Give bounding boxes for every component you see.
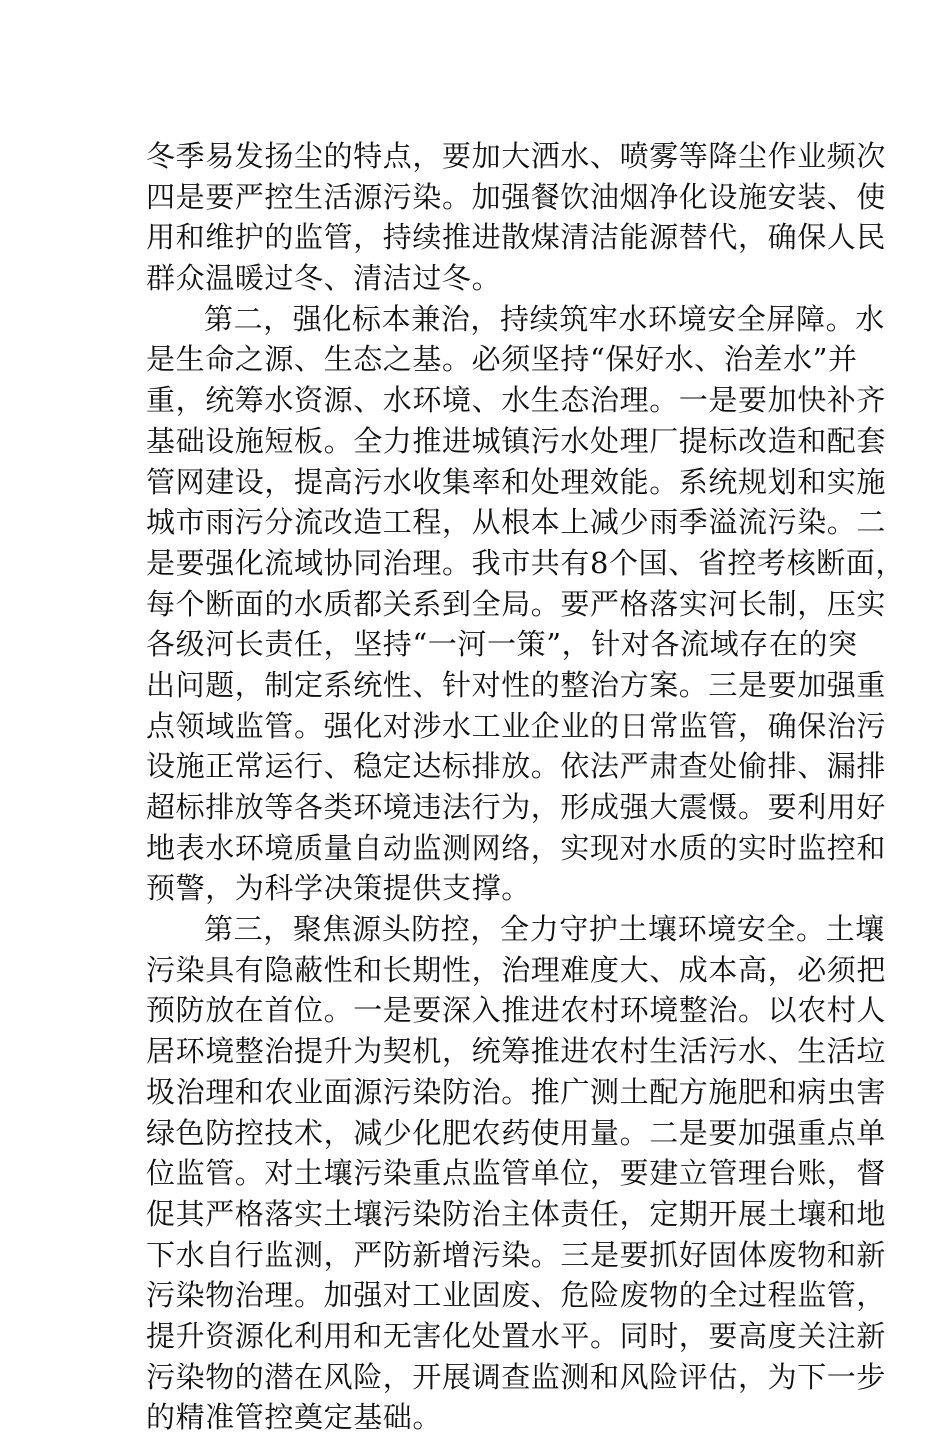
paragraph-heading-line: 第二，强化标本兼治，持续筑牢水环境安全屏障。水 <box>204 301 885 336</box>
text-line: 每个断面的水质都关系到全局。要严格落实河长制，压实 <box>146 586 887 621</box>
text-line: 居环境整治提升为契机，统筹推进农村生活污水、生活垃 <box>146 1034 887 1069</box>
text-line: 的精准管控奠定基础。 <box>146 1400 443 1435</box>
text-line: 位监管。对土壤污染重点监管单位，要建立管理台账，督 <box>146 1156 887 1191</box>
paragraph-heading-line: 第三，聚焦源头防控，全力守护土壤环境安全。土壤 <box>204 912 885 947</box>
text-line: 重，统筹水资源、水环境、水生态治理。一是要加快补齐 <box>146 383 887 418</box>
text-line: 各级河长责任，坚持“一河一策”，针对各流域存在的突 <box>146 627 858 662</box>
text-line: 超标排放等各类环境违法行为，形成强大震慑。要利用好 <box>146 790 887 824</box>
text-line: 用和维护的监管，持续推进散煤清洁能源替代，确保人民 <box>146 220 887 255</box>
text-line: 基础设施短板。全力推进城镇污水处理厂提标改造和配套 <box>146 423 887 458</box>
text-line: 点领域监管。强化对涉水工业企业的日常监管，确保治污 <box>146 708 887 743</box>
text-line: 下水自行监测，严防新增污染。三是要抓好固体废物和新 <box>146 1237 887 1272</box>
text-line: 地表水环境质量自动监测网络，实现对水质的实时监控和 <box>146 830 887 865</box>
text-line: 四是要严控生活源污染。加强餐饮油烟净化设施安装、使 <box>146 179 887 214</box>
text-line: 污染具有隐蔽性和长期性，治理难度大、成本高，必须把 <box>146 952 887 987</box>
text-line: 是要强化流域协同治理。我市共有8个国、省控考核断面， <box>146 545 906 580</box>
text-line: 污染物的潜在风险，开展调查监测和风险评估，为下一步 <box>146 1359 887 1394</box>
text-line: 设施正常运行、稳定达标排放。依法严肃查处偷排、漏排 <box>146 749 887 784</box>
text-line: 出问题，制定系统性、针对性的整治方案。三是要加强重 <box>146 667 887 702</box>
document-body <box>146 136 906 1438</box>
text-line: 污染物治理。加强对工业固废、危险废物的全过程监管， <box>146 1278 887 1313</box>
text-line: 绿色防控技术，减少化肥农药使用量。二是要加强重点单 <box>146 1115 887 1150</box>
text-line: 圾治理和农业面源污染防治。推广测土配方施肥和病虫害 <box>146 1074 887 1109</box>
text-line: 冬季易发扬尘的特点，要加大洒水、喷雾等降尘作业频次 <box>146 139 887 173</box>
text-line: 是生命之源、生态之基。必须坚持“保好水、治差水”并 <box>146 342 858 377</box>
text-line: 预警，为科学决策提供支撑。 <box>146 871 531 906</box>
text-line: 群众温暖过冬、清洁过冬。 <box>146 261 502 296</box>
text-line: 城市雨污分流改造工程，从根本上减少雨季溢流污染。二 <box>146 505 887 540</box>
text-line: 促其严格落实土壤污染防治主体责任，定期开展土壤和地 <box>146 1196 887 1231</box>
text-line: 预防放在首位。一是要深入推进农村环境整治。以农村人 <box>146 993 887 1028</box>
text-line: 管网建设，提高污水收集率和处理效能。系统规划和实施 <box>146 464 887 499</box>
text-line: 提升资源化利用和无害化处置水平。同时，要高度关注新 <box>146 1318 887 1353</box>
